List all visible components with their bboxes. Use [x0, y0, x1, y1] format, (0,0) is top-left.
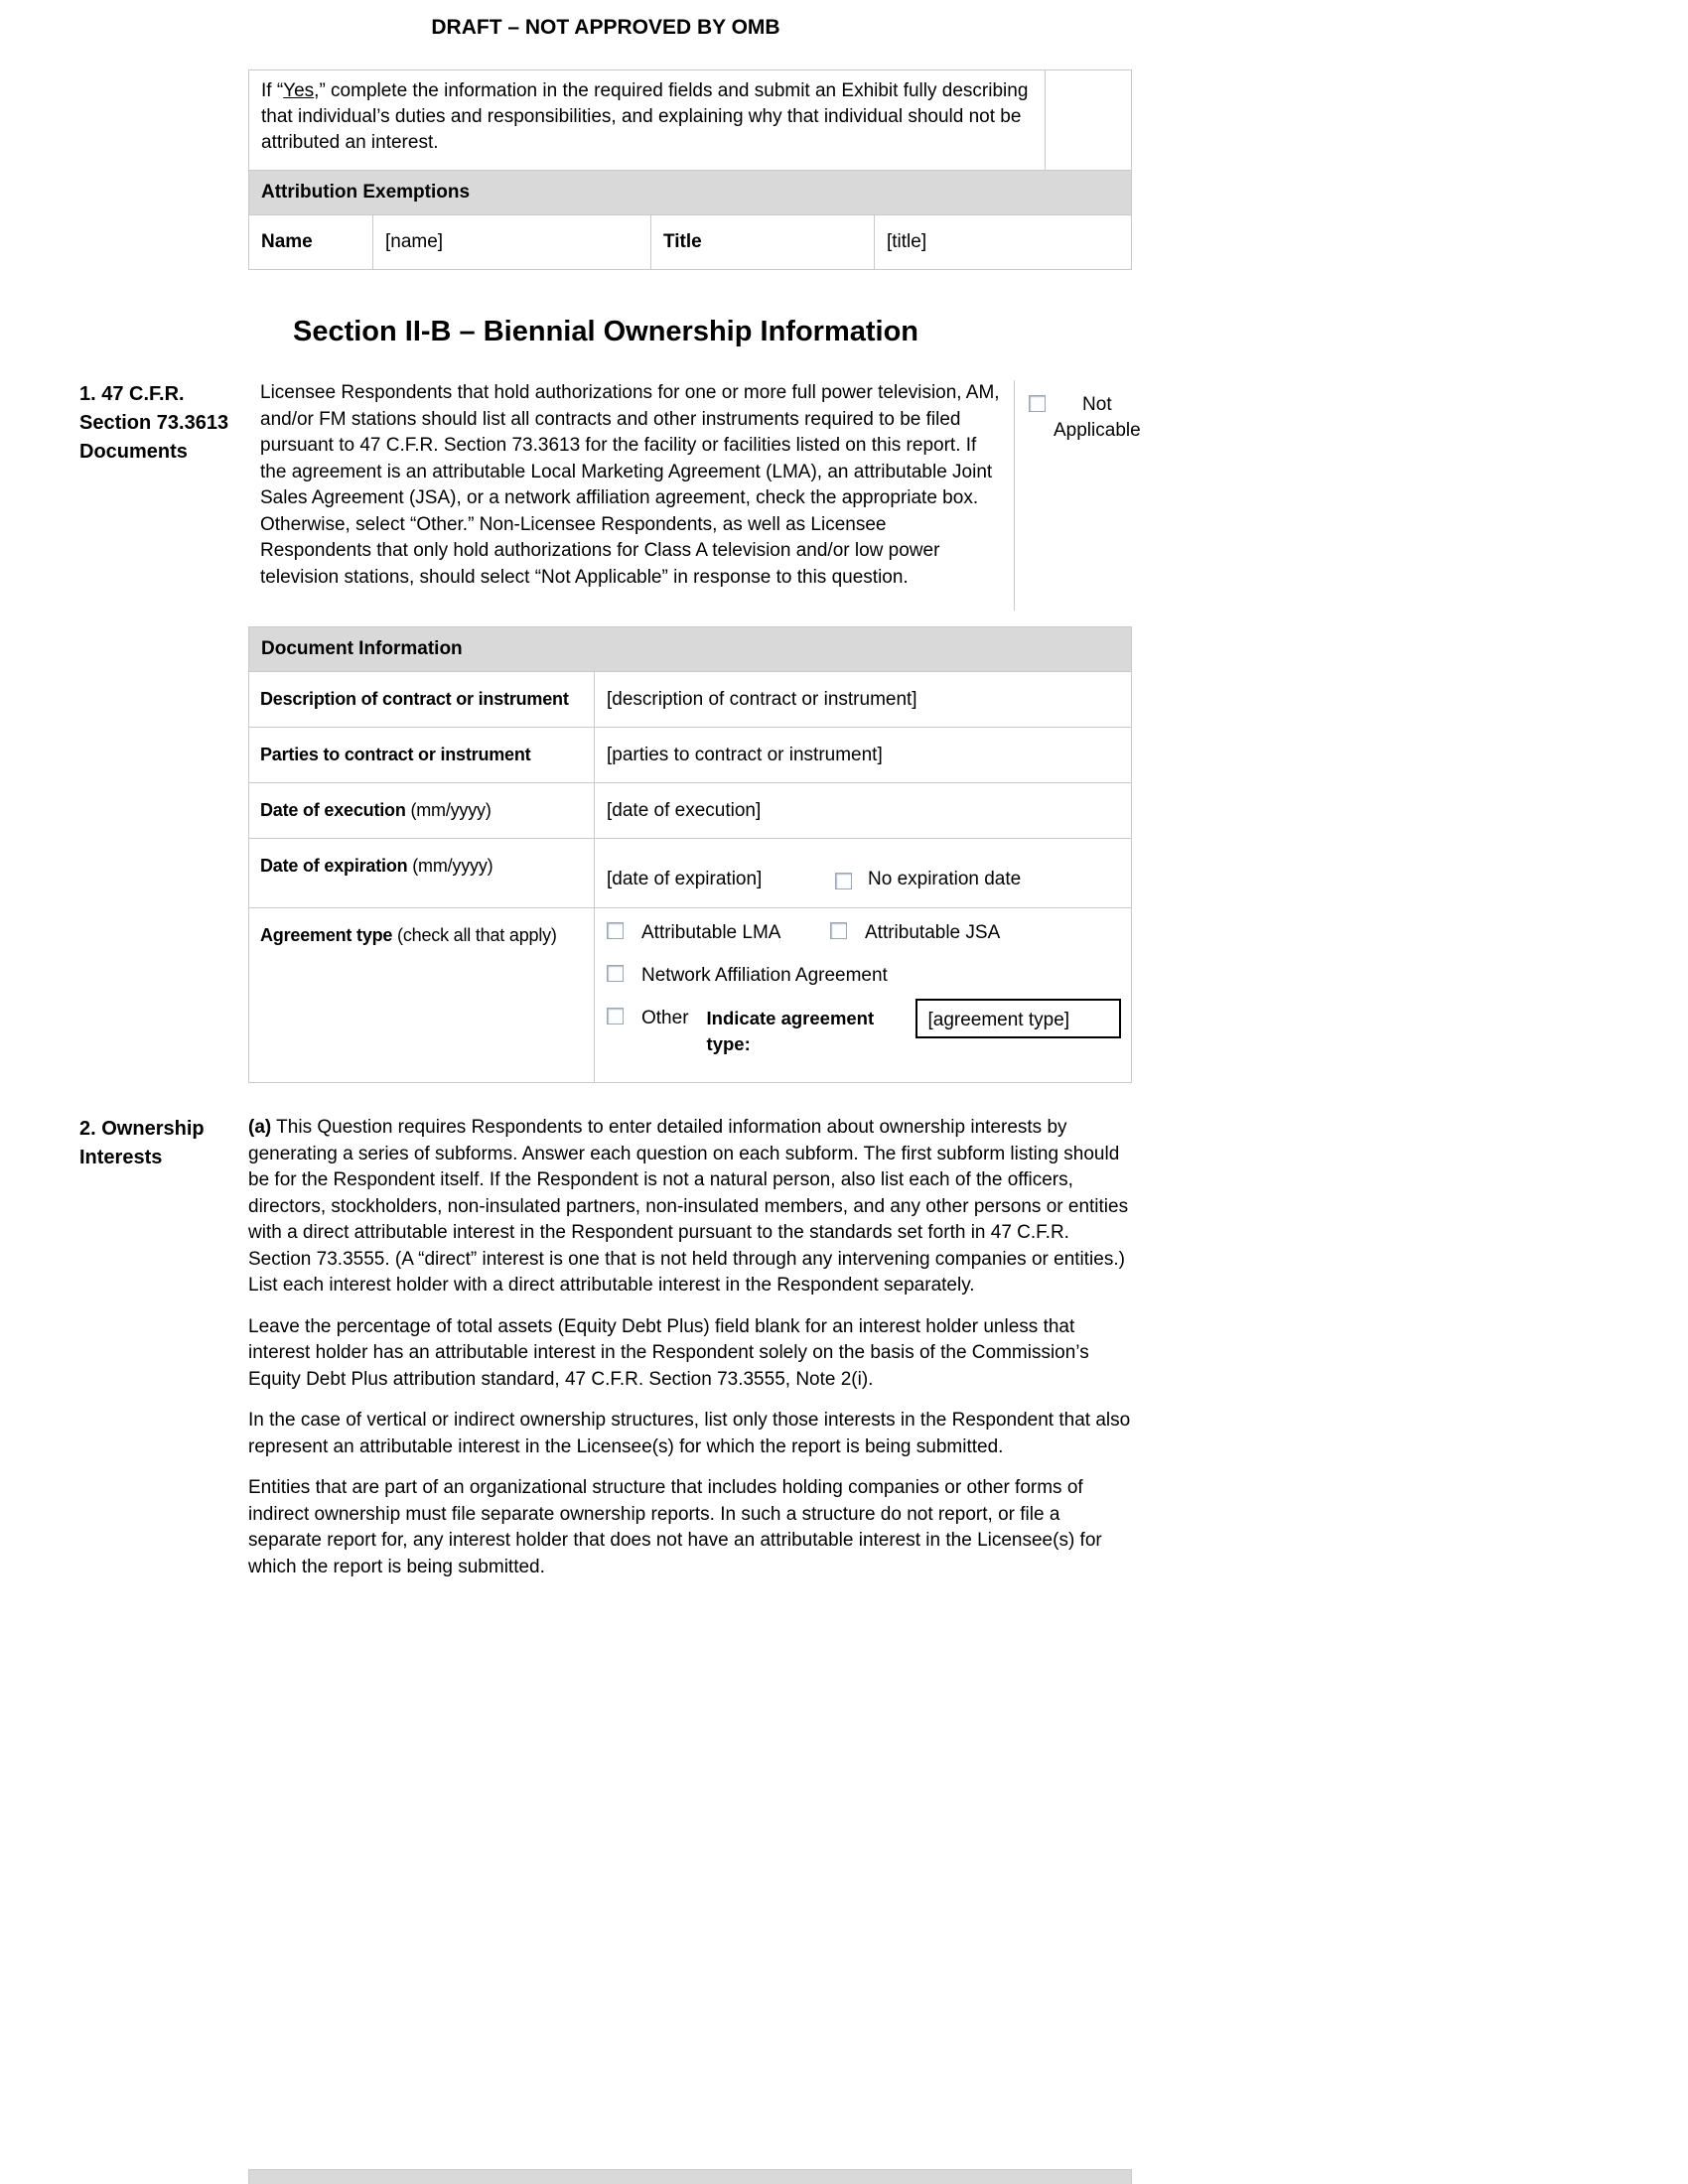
intro-suffix: ,” complete the information in the required fields and submit an Exhibit fully describing that individual’s duties and responsibilities, and explaining why that individual should not be attributed an interest. — [261, 80, 1029, 153]
network-affiliation-checkbox[interactable] — [607, 965, 624, 982]
title-field[interactable]: [title] — [887, 231, 927, 252]
attribution-exemptions-table — [248, 69, 1132, 270]
attributable-lma-label: Attributable LMA — [641, 922, 781, 943]
attribution-intro-row — [248, 69, 1132, 170]
description-field[interactable]: [description of contract or instrument] — [607, 689, 917, 710]
agreement-options-line-3 — [607, 1006, 1121, 1057]
indicate-agreement-type-label: Indicate agreement type: — [706, 1008, 875, 1054]
not-applicable-cell — [1015, 380, 1141, 611]
attributable-jsa-checkbox[interactable] — [830, 922, 847, 939]
table-row-description — [249, 672, 1131, 728]
not-applicable-checkbox[interactable] — [1029, 395, 1046, 412]
question-1-instructions: Licensee Respondents that hold authorizations for one or more full power television, AM, and/or FM stations should list all contracts and other instruments required to be filed pursuant to 47 C.F.R. Section 73.3613 for the facility or facilities listed on this report. If the agreement is an attributable Local Marketing Agreement (LMA), an attributable Joint Sales Agreement (JSA), or a network affiliation agreement, check the appropriate box. Otherwise, select “Other.” Non-Licensee Respondents, as well as Licensee Respondents that only hold authorizations for Class A television and/or low power television stations, should select “Not Applicable” in response to this question. — [248, 380, 1015, 611]
name-field[interactable]: [name] — [373, 215, 651, 269]
other-agreement-label: Other — [641, 1008, 689, 1028]
name-label: Name — [249, 215, 373, 269]
title-label: Title — [651, 215, 875, 269]
no-expiration-date-checkbox[interactable] — [835, 873, 852, 889]
question-1-label: 1. 47 C.F.R. Section 73.3613 Documents — [79, 383, 229, 463]
attribution-name-title-row — [248, 215, 1132, 270]
attribution-intro-spacer — [1046, 70, 1131, 170]
document-information-table — [248, 626, 1132, 1083]
parties-field[interactable]: [parties to contract or instrument] — [607, 745, 883, 765]
document-information-header: Document Information — [248, 626, 1132, 672]
date-of-expiration-field[interactable]: [date of expiration] — [607, 869, 763, 889]
description-label: Description of contract or instrument — [249, 672, 595, 727]
question-2-paragraph-2: Leave the percentage of total assets (Equity Debt Plus) field blank for an interest holder unless that interest holder has an attributable interest in the Respondent solely on the basis of the Commission’s Equity Debt Plus attribution standard, 47 C.F.R. Section 73.3555, Note 2(i). — [248, 1315, 1089, 1390]
no-expiration-date-label: No expiration date — [868, 869, 1022, 889]
attributable-lma-checkbox[interactable] — [607, 922, 624, 939]
date-of-expiration-cell — [595, 839, 1131, 907]
question-1-body — [248, 380, 1141, 1083]
agreement-type-input[interactable]: [agreement type] — [915, 999, 1121, 1038]
intro-prefix: If “ — [261, 80, 284, 101]
table-row-parties — [249, 728, 1131, 783]
date-of-expiration-label: Date of expiration (mm/yyyy) — [249, 839, 595, 907]
question-2-body — [248, 1115, 1132, 1595]
date-of-execution-field[interactable]: [date of execution] — [607, 800, 762, 821]
question-1-instructions-row — [248, 380, 1141, 611]
section-title: Section II-B – Biennial Ownership Information — [292, 316, 918, 347]
table-row-date-of-execution — [249, 783, 1131, 839]
other-agreement-checkbox[interactable] — [607, 1008, 624, 1024]
question-2-paragraph-3: In the case of vertical or indirect ownership structures, list only those interests in the Respondent that also represent an attributable interest in the Licensee(s) for which the report is being submitted. — [248, 1410, 1131, 1457]
agreement-type-label: Agreement type (check all that apply) — [249, 908, 595, 1082]
question-2-paragraph-4: Entities that are part of an organizational structure that includes holding companies or other forms of indirect ownership must file separate ownership reports. In such a structure do not report, or file a separate report for, any interest holder that does not have an attributable interest in the Licensee(s) for which the report is being submitted. — [248, 1477, 1102, 1577]
agreement-type-cell — [595, 908, 1131, 1082]
agreement-options-line-1 — [607, 920, 1121, 946]
attribution-intro-text — [249, 70, 1046, 170]
draft-notice: DRAFT – NOT APPROVED BY OMB — [431, 16, 780, 39]
date-of-execution-label: Date of execution (mm/yyyy) — [249, 783, 595, 838]
network-affiliation-label: Network Affiliation Agreement — [641, 965, 888, 986]
table-row-agreement-type — [249, 908, 1131, 1082]
question-2-label: 2. Ownership Interests — [79, 1118, 205, 1168]
parties-label: Parties to contract or instrument — [249, 728, 595, 782]
agreement-options-line-2 — [607, 963, 1121, 989]
not-applicable-label: Not Applicable — [1054, 394, 1141, 441]
question-1 — [79, 380, 1141, 1083]
intro-yes-underlined: Yes — [283, 80, 315, 101]
document-page — [0, 0, 1141, 1595]
document-information-rows — [248, 672, 1132, 1083]
question-2 — [79, 1115, 1132, 1595]
question-2-paragraph-a: (a) This Question requires Respondents to enter detailed information about ownership interests by generating a series of subforms. Answer each question on each subform. The first subform listing should be for the Respondent itself. If the Respondent is not a natural person, also list each of the officers, directors, stockholders, non-insulated partners, non-insulated members, and any other persons or entities with a direct attributable interest in the Respondent pursuant to the standards set forth in 47 C.F.R. Section 73.3555. (A “direct” interest is one that is not held through any intervening companies or entities.) List each interest holder with a direct attributable interest in the Respondent separately. — [248, 1117, 1129, 1296]
attribution-exemptions-header: Attribution Exemptions — [248, 170, 1132, 215]
next-table-header-partial — [248, 2169, 1132, 2184]
attributable-jsa-label: Attributable JSA — [865, 922, 1001, 943]
table-row-date-of-expiration — [249, 839, 1131, 908]
